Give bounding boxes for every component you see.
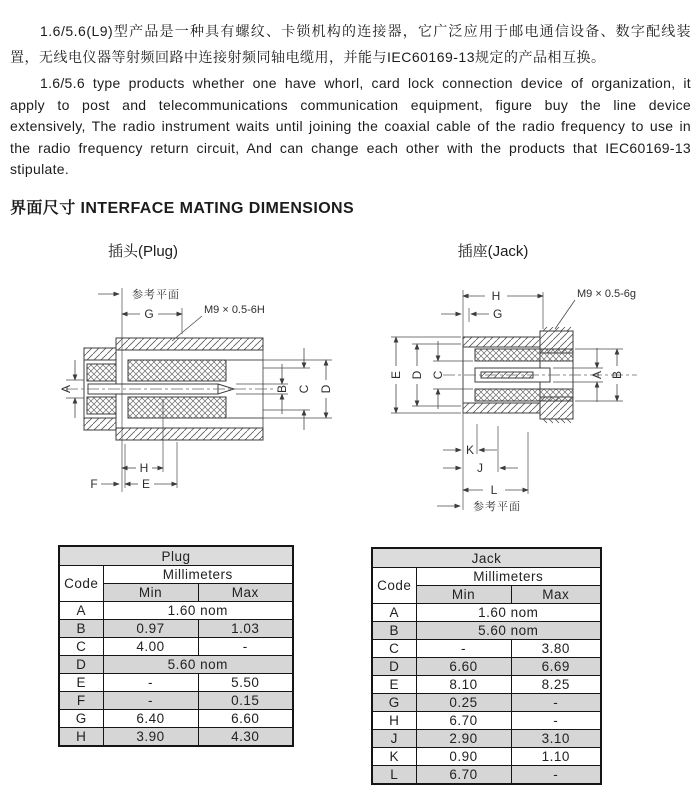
jack-dimensions-table bbox=[371, 547, 602, 785]
table-row: C 4.00 - bbox=[59, 638, 293, 656]
table-row: D 5.60 nom bbox=[59, 656, 293, 674]
table-row: H 3.90 4.30 bbox=[59, 728, 293, 747]
section-heading-zh: 界面尺寸 bbox=[10, 200, 76, 217]
table-row: B 5.60 nom bbox=[372, 622, 601, 640]
table-row: B 0.97 1.03 bbox=[59, 620, 293, 638]
jack-dim-a: A bbox=[590, 370, 604, 380]
plug-table-code-header: Code bbox=[59, 566, 103, 602]
plug-drawing bbox=[66, 338, 274, 440]
table-row: K 0.90 1.10 bbox=[372, 748, 601, 766]
plug-ref-plane-label: 参考平面 bbox=[132, 289, 180, 301]
plug-table-max-header: Max bbox=[198, 584, 293, 602]
plug-thread-label: M9 × 0.5-6H bbox=[204, 304, 265, 316]
jack-dim-g: G bbox=[493, 307, 503, 321]
jack-table-max-header: Max bbox=[511, 586, 601, 604]
jack-dim-c: C bbox=[431, 370, 445, 380]
jack-dim-h: H bbox=[491, 289, 501, 303]
jack-dim-e: E bbox=[389, 370, 403, 380]
jack-dim-k: K bbox=[465, 443, 475, 457]
plug-diagram bbox=[58, 284, 363, 539]
jack-dim-d: D bbox=[410, 370, 424, 380]
plug-dim-a: A bbox=[59, 384, 73, 394]
jack-dim-b: B bbox=[610, 370, 624, 380]
table-row: F - 0.15 bbox=[59, 692, 293, 710]
section-heading bbox=[10, 195, 354, 218]
table-row: C - 3.80 bbox=[372, 640, 601, 658]
plug-table-title: Plug bbox=[59, 546, 293, 566]
jack-diagram bbox=[385, 284, 685, 529]
jack-diagram-title: 插座(Jack) bbox=[457, 243, 529, 260]
plug-dimensions-table bbox=[58, 545, 294, 747]
table-row: L 6.70 - bbox=[372, 766, 601, 785]
plug-dim-b: B bbox=[275, 384, 289, 394]
plug-dim-f: F bbox=[90, 477, 98, 491]
plug-dim-c: C bbox=[297, 384, 311, 394]
plug-dim-h: H bbox=[139, 461, 149, 475]
table-row: J 2.90 3.10 bbox=[372, 730, 601, 748]
plug-table-min-header: Min bbox=[103, 584, 198, 602]
table-row: E 8.10 8.25 bbox=[372, 676, 601, 694]
plug-table-unit-header: Millimeters bbox=[103, 566, 293, 584]
intro-paragraph-en: 1.6/5.6 type products whether one have whorl, card lock connection device of organization, it apply to post and telecommunications communication equipment, figure buy the line device extensively, The radio instrument waits until joining the coaxial cable of the radio frequency to use in the radio frequency return circuit, And can change each other with the products that IEC60169-13 stipulate. bbox=[10, 75, 691, 177]
table-row: G 0.25 - bbox=[372, 694, 601, 712]
jack-table-min-header: Min bbox=[416, 586, 511, 604]
plug-dim-e: E bbox=[141, 477, 151, 491]
table-row: A 1.60 nom bbox=[59, 602, 293, 620]
section-heading-en: INTERFACE MATING DIMENSIONS bbox=[80, 200, 355, 217]
jack-dim-l: L bbox=[490, 483, 498, 497]
plug-dim-d: D bbox=[319, 384, 333, 394]
table-row: A 1.60 nom bbox=[372, 604, 601, 622]
jack-dim-j: J bbox=[477, 461, 483, 475]
jack-thread-label: M9 × 0.5-6g bbox=[577, 288, 637, 300]
plug-dim-g: G bbox=[144, 307, 154, 321]
table-row: G 6.40 6.60 bbox=[59, 710, 293, 728]
jack-table-title: Jack bbox=[372, 548, 601, 568]
jack-table-code-header: Code bbox=[372, 568, 416, 604]
plug-diagram-title: 插头(Plug) bbox=[107, 243, 178, 260]
jack-table-unit-header: Millimeters bbox=[416, 568, 601, 586]
jack-drawing bbox=[443, 327, 637, 423]
jack-ref-plane-label: 参考平面 bbox=[473, 501, 521, 513]
table-row: E - 5.50 bbox=[59, 674, 293, 692]
table-row: D 6.60 6.69 bbox=[372, 658, 601, 676]
intro-paragraph-zh: 1.6/5.6(L9)型产品是一种具有螺纹、卡锁机构的连接器，它广泛应用于邮电通信设备、数字配线装置，无线电仪器等射频回路中连接射频同轴电缆用，并能与IEC60169-13规定的产品相互换。 bbox=[10, 23, 691, 65]
table-row: H 6.70 - bbox=[372, 712, 601, 730]
